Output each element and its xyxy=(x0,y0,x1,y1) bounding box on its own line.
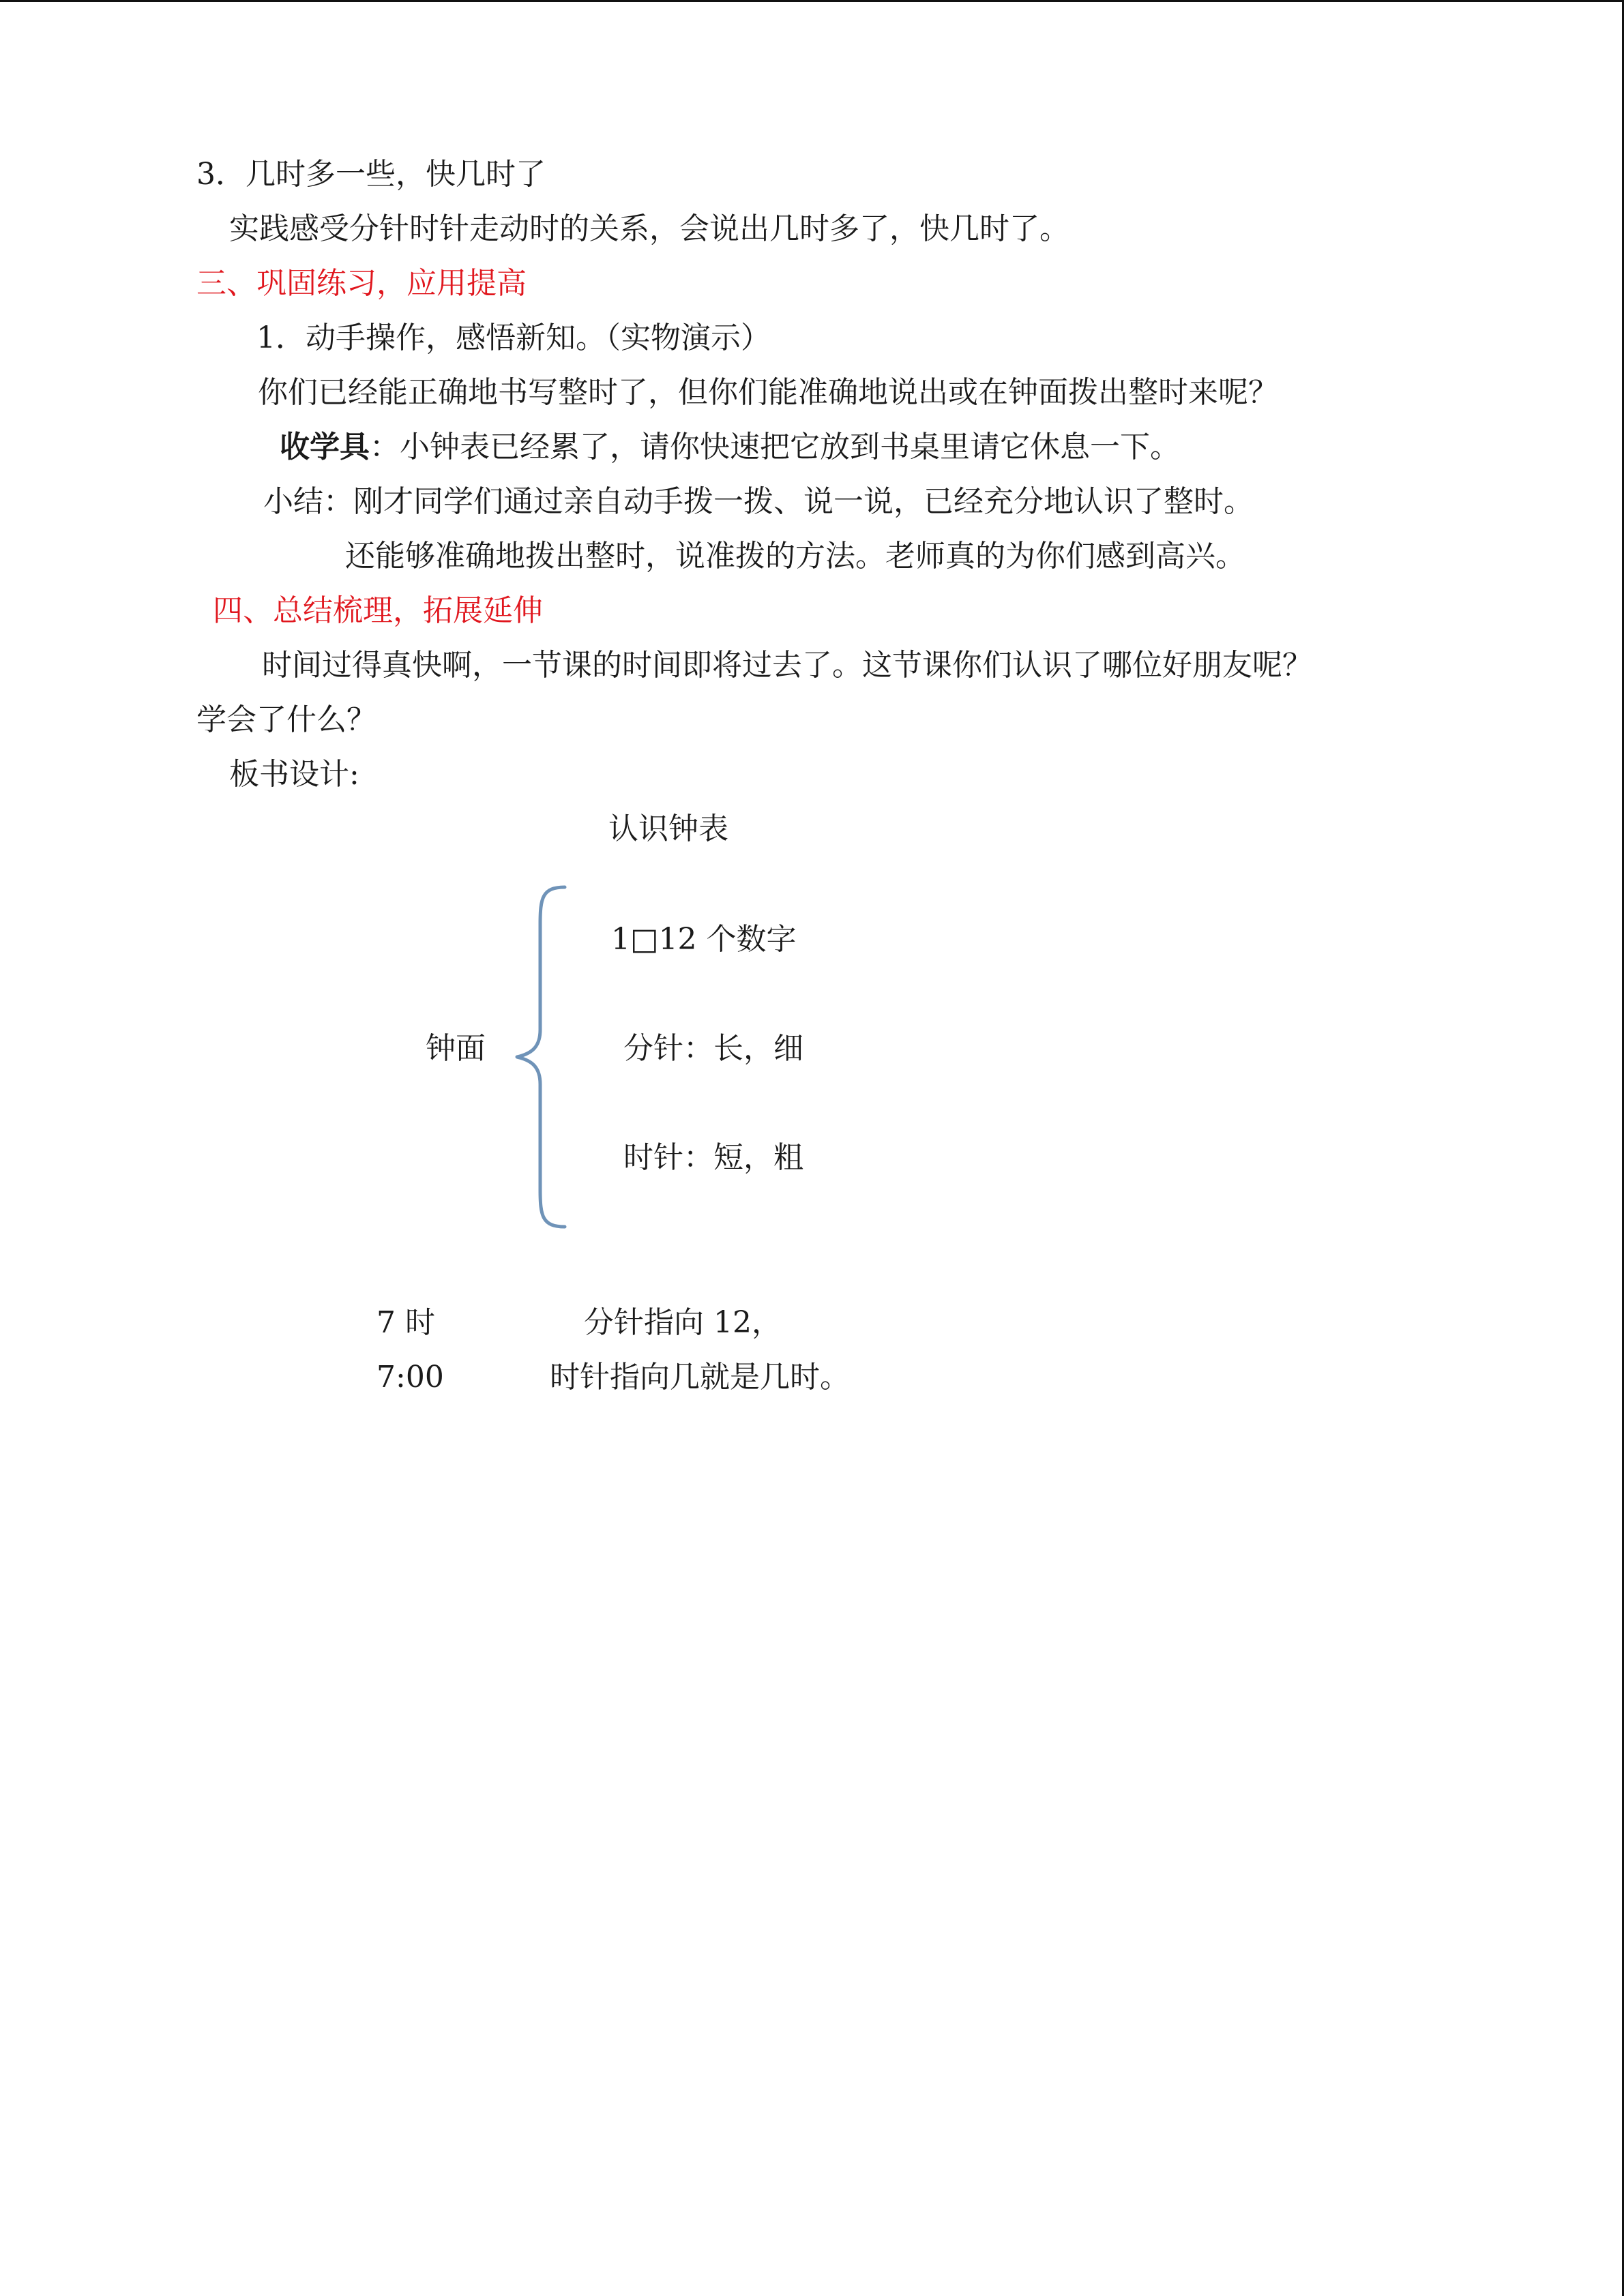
summary-line2: 还能够准确地拨出整时，说准拨的方法。老师真的为你们感到高兴。 xyxy=(345,539,1245,573)
item3-title: 3．几时多一些，快几时了 xyxy=(196,157,546,192)
board-item-minute-hand: 分针：长，细 xyxy=(623,1031,803,1066)
board-item-hour-hand: 时针：短，粗 xyxy=(623,1140,803,1175)
curly-brace-icon xyxy=(505,883,573,1231)
section4-heading: 四、总结梳理，拓展延伸 xyxy=(213,593,543,628)
board-label: 板书设计: xyxy=(229,757,359,792)
board-face-label: 钟面 xyxy=(426,1031,486,1066)
s3-item1: 1．动手操作，感悟新知。（实物演示） xyxy=(256,320,771,355)
board-item-digits: 1□12 个数字 xyxy=(611,922,797,957)
board-time-text: 7 时 xyxy=(377,1305,435,1340)
board-rule-line2: 时针指向几就是几时。 xyxy=(550,1360,850,1395)
s3-question: 你们已经能正确地书写整时了，但你们能准确地说出或在钟面拨出整时来呢？ xyxy=(258,375,1278,410)
board-title: 认识钟表 xyxy=(608,811,728,846)
page-top-border xyxy=(0,0,1624,2)
item3-body: 实践感受分针时针走动时的关系，会说出几时多了，快几时了。 xyxy=(229,211,1069,246)
s4-line1: 时间过得真快啊，一节课的时间即将过去了。这节课你们认识了哪位好朋友呢？ xyxy=(262,648,1312,683)
collect-paragraph xyxy=(280,427,1180,468)
board-time-digital: 7:00 xyxy=(377,1360,444,1395)
section3-heading: 三、巩固练习，应用提高 xyxy=(196,266,527,301)
board-rule-line1: 分针指向 12， xyxy=(584,1305,782,1340)
s4-line2: 学会了什么？ xyxy=(196,702,377,737)
collect-label: 收学具 xyxy=(280,430,370,464)
summary-line1: 小结：刚才同学们通过亲自动手拨一拨、说一说，已经充分地认识了整时。 xyxy=(263,484,1254,519)
collect-text: ：小钟表已经累了，请你快速把它放到书桌里请它休息一下。 xyxy=(370,430,1180,464)
